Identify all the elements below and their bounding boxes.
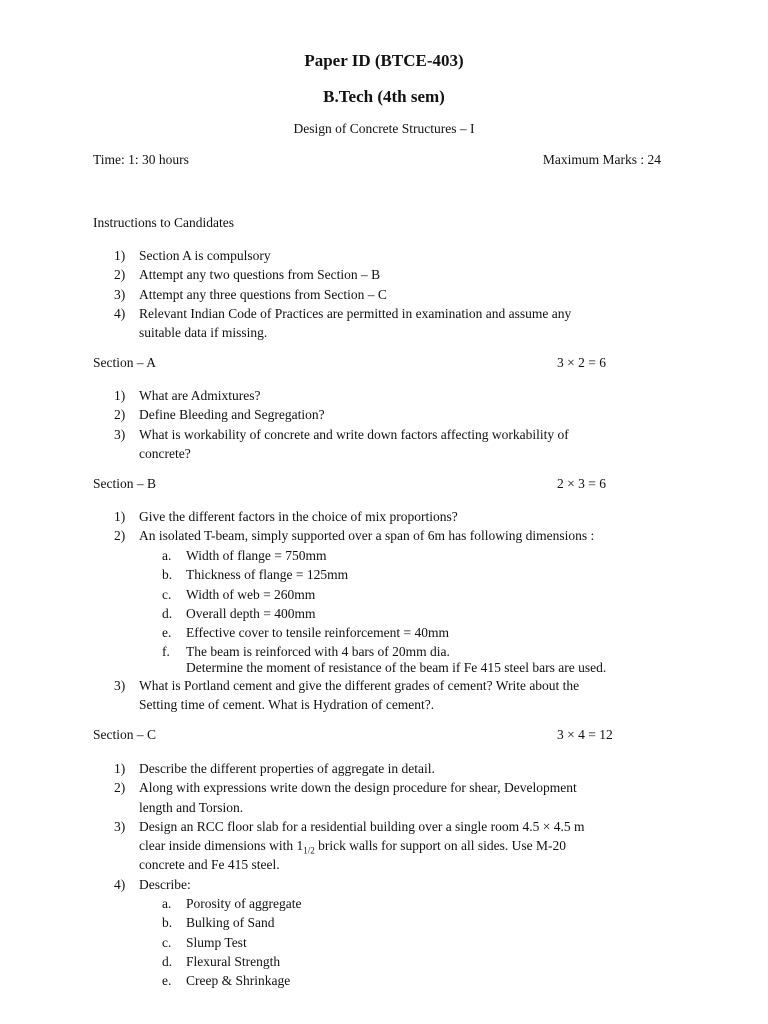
course-title: B.Tech (4th sem) <box>323 87 445 106</box>
maximum-marks: Maximum Marks : 24 <box>542 152 661 167</box>
instructions-heading: Instructions to Candidates <box>93 215 234 230</box>
exam-time: Time: 1: 30 hours <box>93 152 189 167</box>
section-c-marks: 3 × 4 = 12 <box>557 727 613 742</box>
section-b-marks: 2 × 3 = 6 <box>557 476 606 491</box>
section-b-title: Section – B <box>93 476 156 491</box>
section-a-title: Section – A <box>93 355 156 370</box>
subject-title: Design of Concrete Structures – I <box>293 121 475 136</box>
paper-id: Paper ID (BTCE-403) <box>304 51 464 70</box>
section-c-title: Section – C <box>93 727 156 742</box>
section-a-marks: 3 × 2 = 6 <box>557 355 606 370</box>
